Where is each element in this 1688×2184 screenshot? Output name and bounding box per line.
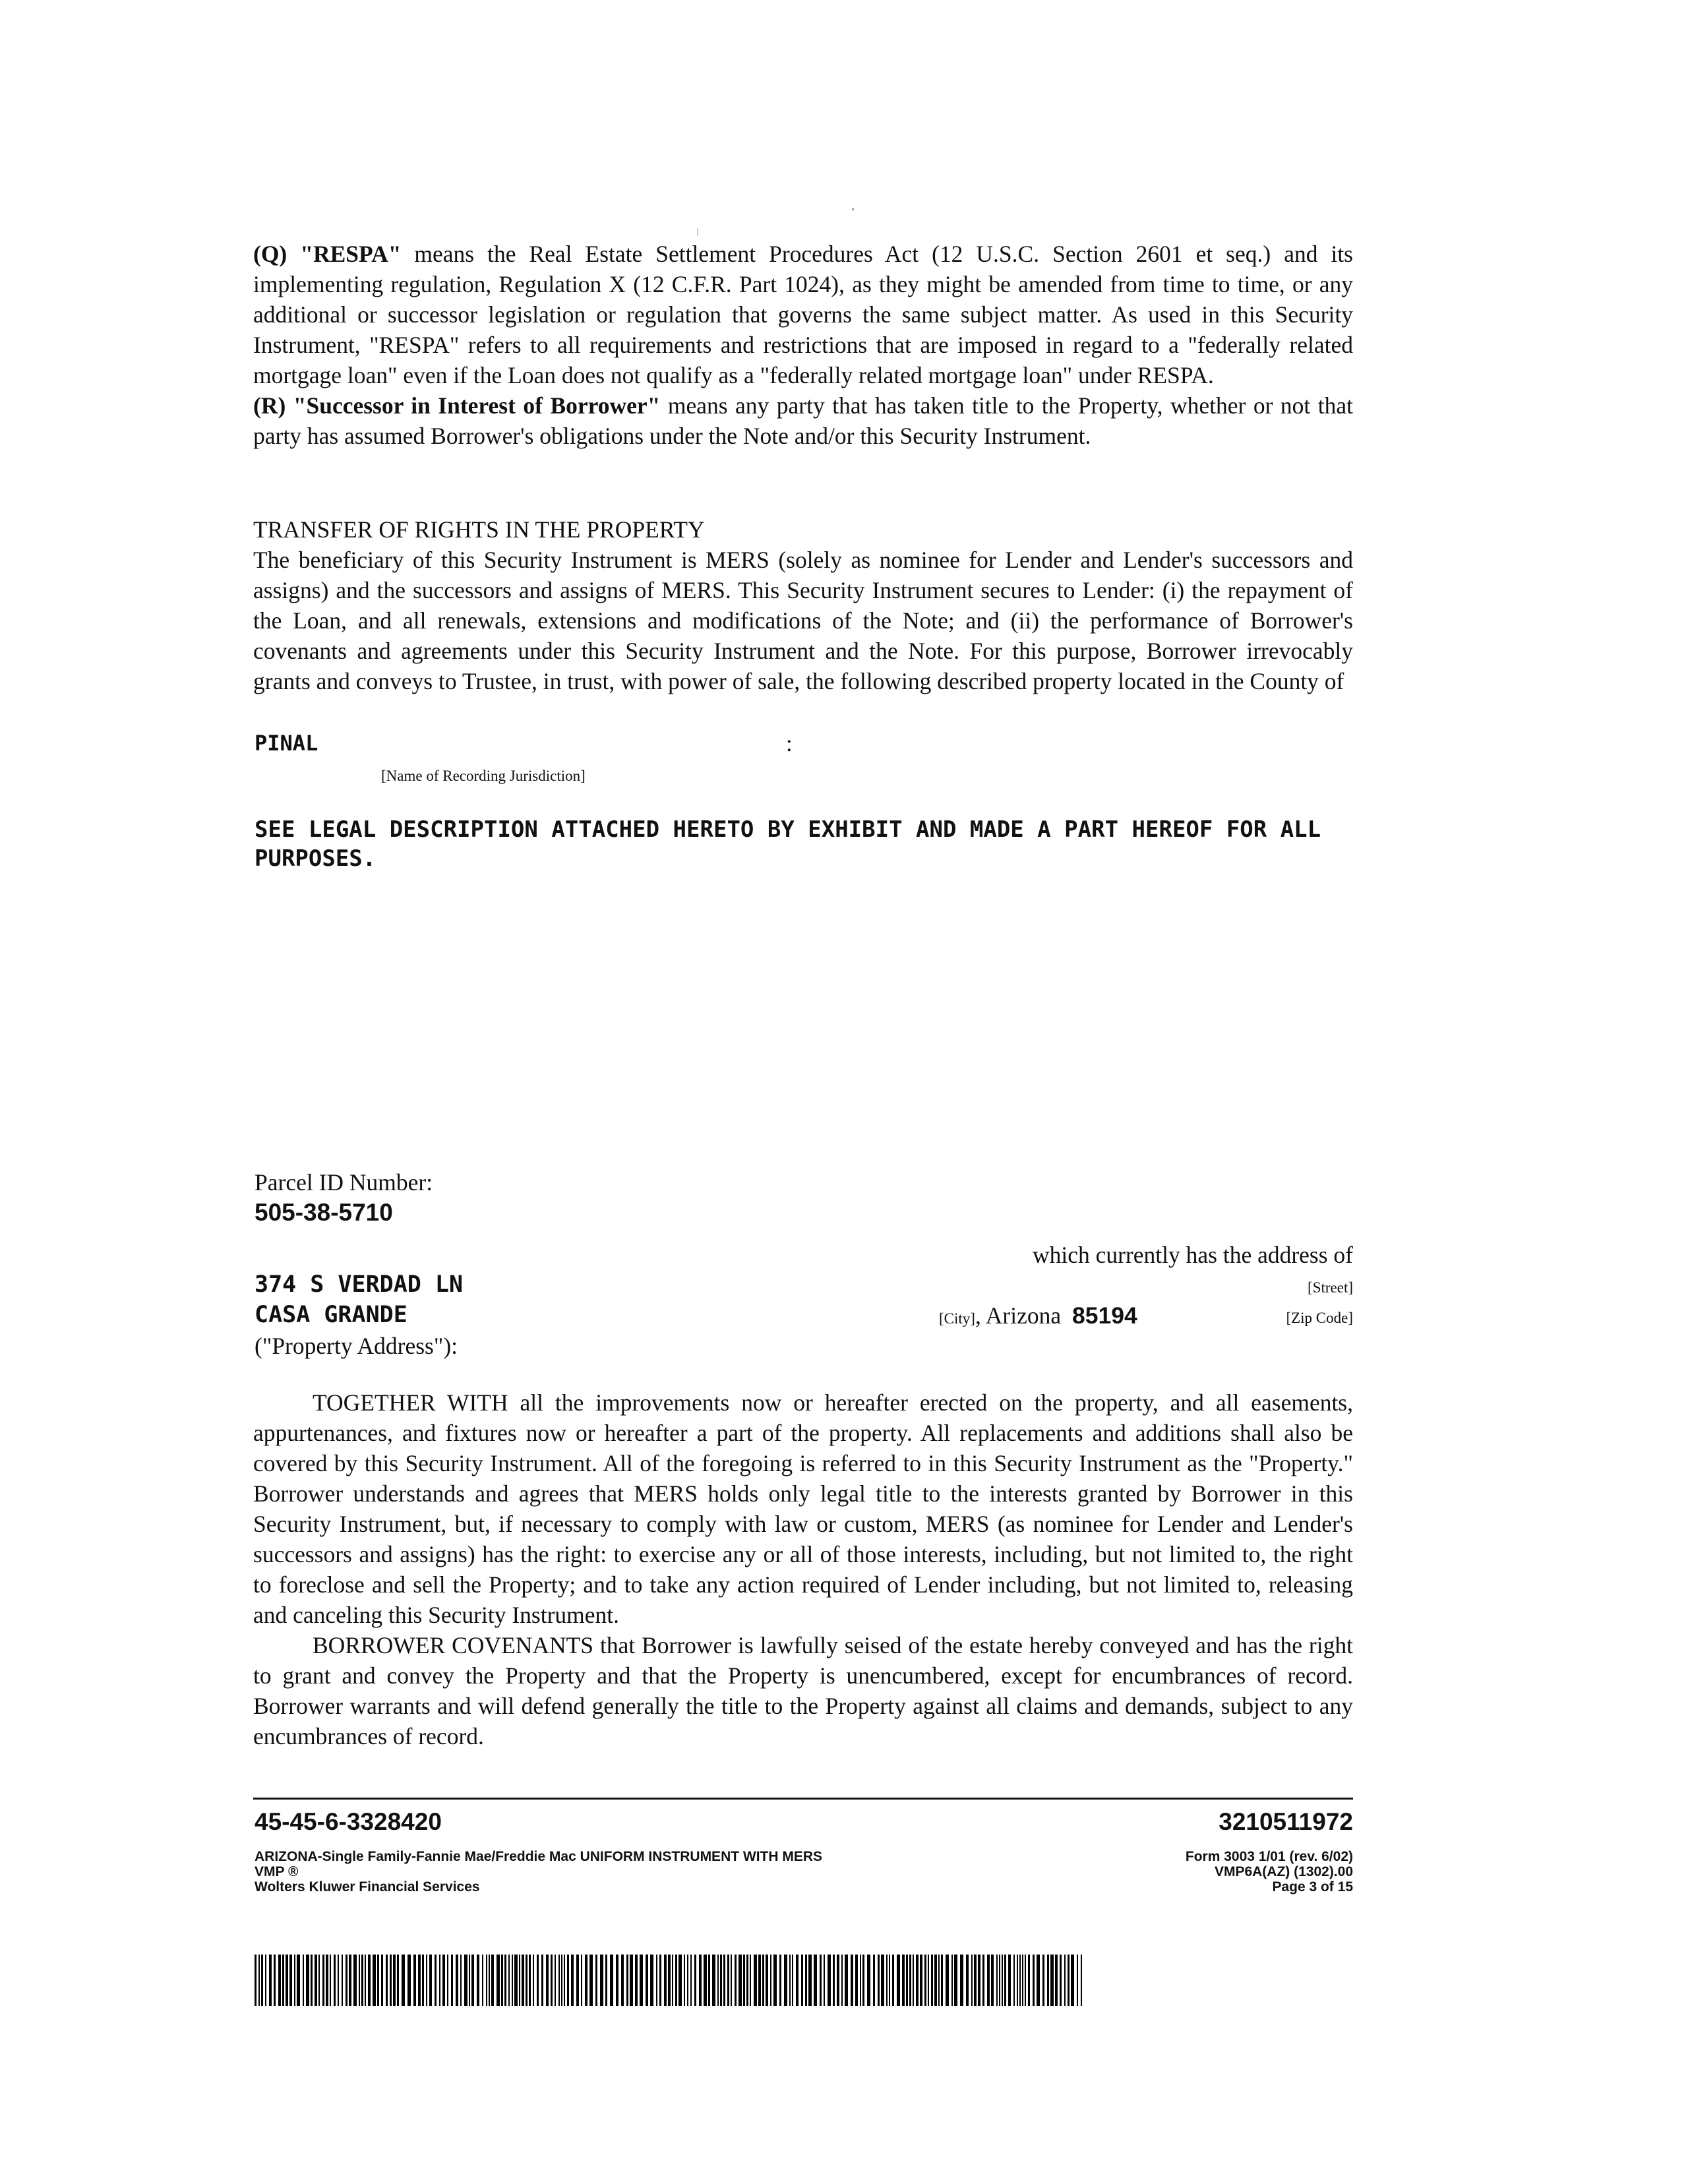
transfer-heading: TRANSFER OF RIGHTS IN THE PROPERTY xyxy=(253,516,705,543)
city-label: [City] xyxy=(939,1310,975,1327)
parcel-number: 505-38-5710 xyxy=(255,1199,393,1226)
barcode xyxy=(255,1955,1087,2006)
city-line xyxy=(939,1302,1137,1329)
form-line-1: ARIZONA-Single Family-Fannie Mae/Freddie Mac UNIFORM INSTRUMENT WITH MERS xyxy=(255,1849,823,1864)
address-intro: which currently has the address of xyxy=(1033,1242,1353,1268)
county-colon: : xyxy=(786,731,793,756)
form-code-1: Form 3003 1/01 (rev. 6/02) xyxy=(1185,1849,1353,1864)
property-address-label: ("Property Address"): xyxy=(255,1333,458,1359)
transfer-section xyxy=(253,514,1353,696)
definition-q-label: (Q) xyxy=(253,241,287,267)
definitions-section xyxy=(253,239,1353,451)
footer-doc-number: 3210511972 xyxy=(1219,1808,1353,1835)
together-text: TOGETHER WITH all the improvements now or hereafter erected on the property, and all easements, appurtenances, and fixtures now or hereafter a part of the property. All replacements and additions shall also be covered by this Security Instrument. All of the foregoing is referred to in this Security Instrument as the "Property." Borrower understands and agrees that MERS holds only legal title to the interests granted by Borrower in this Security Instrument, but, if necessary to comply with law or custom, MERS (as nominee for Lender and Lender's successors and assigns) has the right: to exercise any or all of those interests, including, but not limited to, the right to foreclose and sell the Property; and to take any action required of Lender including, but not limited to, releasing and canceling this Security Instrument. xyxy=(253,1389,1353,1628)
legal-description: SEE LEGAL DESCRIPTION ATTACHED HERETO BY EXHIBIT AND MADE A PART HEREOF FOR ALL PURPOSES. xyxy=(255,816,1321,872)
city-value: CASA GRANDE xyxy=(255,1302,407,1328)
form-line-3: Wolters Kluwer Financial Services xyxy=(255,1879,480,1895)
definition-r-label: (R) xyxy=(253,392,286,419)
street-value: 374 S VERDAD LN xyxy=(255,1271,464,1298)
zip-value: 85194 xyxy=(1071,1302,1137,1329)
definition-q-term: "RESPA" xyxy=(300,241,402,267)
transfer-text: The beneficiary of this Security Instrument is MERS (solely as nominee for Lender and Lender's successors and assigns) and the successors and assigns of MERS. This Security Instrument secures to Lender: (i) the repayment of the Loan, and all renewals, extensions and modifications of the Note; and (ii) the performance of Borrower's covenants and agreements under this Security Instrument and the Note. For this purpose, Borrower irrevocably grants and conveys to Trustee, in trust, with power of sale, the following described property located in the County of xyxy=(253,547,1353,694)
scan-speck xyxy=(697,228,698,236)
page-info: Page 3 of 15 xyxy=(1272,1879,1353,1895)
covenants-text: BORROWER COVENANTS that Borrower is lawfully seised of the estate hereby conveyed and has the right to grant and convey the Property and that the Property is unencumbered, except for encumbrances of record. Borrower warrants and will defend generally the title to the Property against all claims and demands, subject to any encumbrances of record. xyxy=(253,1632,1353,1749)
jurisdiction-label: [Name of Recording Jurisdiction] xyxy=(381,768,586,784)
county-value: PINAL xyxy=(255,731,318,756)
definition-r-term: "Successor in Interest of Borrower" xyxy=(293,392,661,419)
form-code-2: VMP6A(AZ) (1302).00 xyxy=(1214,1864,1353,1879)
definition-r-text: means any party that has taken title to the Property, whether or not that party has assumed Borrower's obligations under the Note and/or this Security Instrument. xyxy=(253,392,1353,449)
footer-loan-number: 45-45-6-3328420 xyxy=(255,1808,442,1835)
footer-rule xyxy=(253,1798,1353,1800)
form-info xyxy=(255,1849,822,1895)
definition-r xyxy=(253,390,1353,451)
definition-q-text: means the Real Estate Settlement Procedures Act (12 U.S.C. Section 2601 et seq.) and its implementing regulation, Regulation X (12 C.F.R. Part 1024), as they might be amended from time to time, or any additional or successor legislation or regulation that governs the same subject matter. As used in this Security Instrument, "RESPA" refers to all requirements and restrictions that are imposed in regard to a "federally related mortgage loan" even if the Loan does not qualify as a "federally related mortgage loan" under RESPA. xyxy=(253,241,1353,388)
form-line-2: VMP ® xyxy=(255,1864,299,1879)
together-section xyxy=(253,1387,1353,1751)
zip-label: [Zip Code] xyxy=(1286,1310,1353,1326)
street-label: [Street] xyxy=(1308,1279,1353,1296)
state-text: , Arizona xyxy=(975,1302,1062,1329)
parcel-label: Parcel ID Number: xyxy=(255,1169,433,1196)
scan-speck xyxy=(852,208,854,210)
form-codes xyxy=(1186,1849,1353,1895)
definition-q xyxy=(253,239,1353,390)
